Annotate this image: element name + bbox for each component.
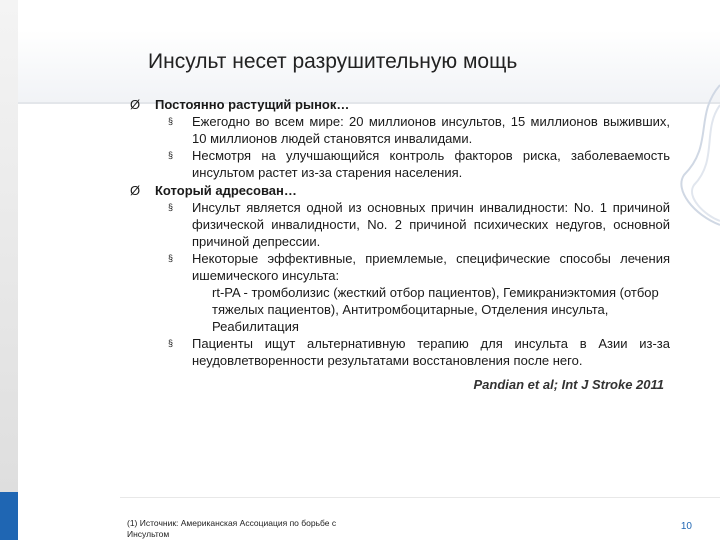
left-accent-block <box>0 492 18 540</box>
bullet-item: § Пациенты ищут альтернативную терапию для инсульта в Азии из-за неудовлетворенности результатами восстановления после него. <box>168 336 670 368</box>
bullet-item: § Некоторые эффективные, приемлемые, специфические способы лечения ишемического инсульта: <box>168 251 670 283</box>
arrow-bullet-icon: Ø <box>130 97 141 112</box>
footer-divider <box>120 497 720 498</box>
page-number: 10 <box>680 521 692 532</box>
bullet-item: § Несмотря на улучшающийся контроль факторов риска, заболеваемость инсультом растет из-за старения населения. <box>168 148 670 180</box>
square-bullet-icon: § <box>168 116 174 126</box>
section-heading: Ø Который адресован… <box>130 183 297 198</box>
arrow-bullet-icon: Ø <box>130 183 141 198</box>
bullet-item: § Ежегодно во всем мире: 20 миллионов инсультов, 15 миллионов выживших, 10 миллионов людей становятся инвалидами. <box>168 114 670 146</box>
content-body <box>130 95 670 393</box>
square-bullet-icon: § <box>168 150 174 160</box>
wave-decoration-icon <box>674 75 720 235</box>
left-decor-bar <box>0 0 18 540</box>
section-heading: Ø Постоянно растущий рынок… <box>130 97 350 112</box>
slide-title: Инсульт несет разрушительную мощь <box>148 50 518 73</box>
footnote: (1) Источник: Американская Ассоциация по борьбе с Инсультом <box>127 518 337 539</box>
square-bullet-icon: § <box>168 202 174 212</box>
square-bullet-icon: § <box>168 338 174 348</box>
sub-bullet-item: rt-PA - тромболизис (жесткий отбор пациентов), Гемикраниэктомия (отбор тяжелых пациентов), Антитромбоцитарные, Отделения инсульта, Реабилитация <box>212 285 659 334</box>
bullet-item: § Инсульт является одной из основных причин инвалидности: No. 1 причиной физической инвалидности, No. 2 причиной психических недугов, основной причиной депрессии. <box>168 200 670 249</box>
citation: Pandian et al; Int J Stroke 2011 <box>473 377 664 392</box>
square-bullet-icon: § <box>168 253 174 263</box>
